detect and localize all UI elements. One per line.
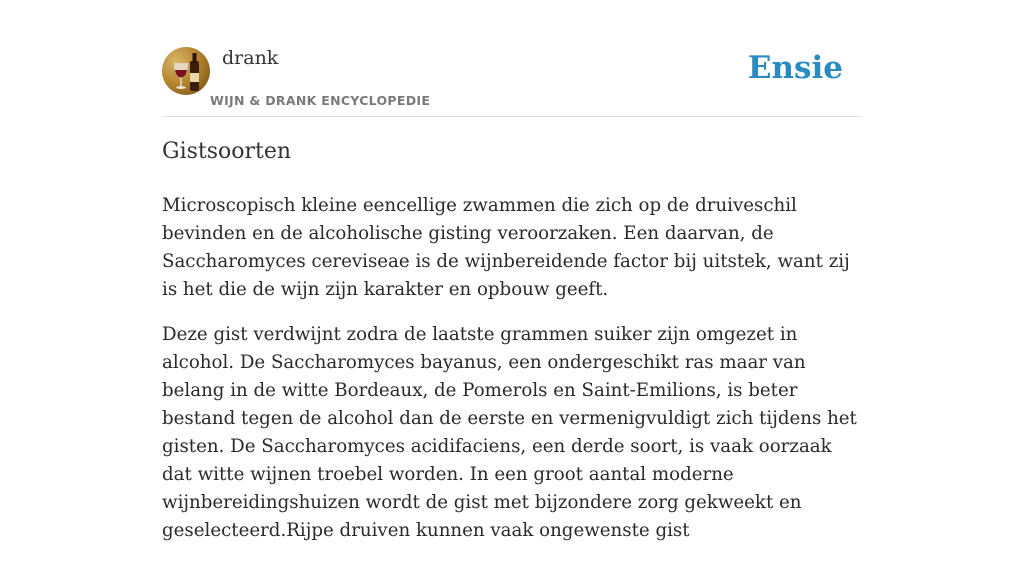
article-heading: Gistsoorten bbox=[162, 139, 292, 164]
site-title[interactable]: drank bbox=[222, 47, 279, 69]
article-body bbox=[162, 192, 866, 562]
article-paragraph: Microscopisch kleine eencellige zwammen die zich op de druiveschil bevinden en de alcoholische gisting veroorzaken. Een daarvan, de Saccharomyces cereviseae is de wijnbereidende factor bij uitstek, want zij is het die de wijn zijn karakter en opbouw geeft. bbox=[162, 195, 850, 300]
header bbox=[162, 46, 862, 117]
brand-logo[interactable]: Ensie bbox=[747, 50, 843, 86]
wine-glass-and-bottle-icon[interactable] bbox=[162, 47, 210, 95]
article-paragraph: Deze gist verdwijnt zodra de laatste grammen suiker zijn omgezet in alcohol. De Saccharomyces bayanus, een ondergeschikt ras maar van belang in de witte Bordeaux, de Pomerols en Saint-Emilions, is beter bestand tegen de alcohol dan de eerste en vermenigvuldigt zich tijdens het gisten. De Saccharomyces acidifaciens, een derde soort, is vaak oorzaak dat witte wijnen troebel worden. In een groot aantal moderne wijnbereidingshuizen wordt de gist met bijzondere zorg gekweekt en geselecteerd.Rijpe druiven kunnen vaak ongewenste gist bbox=[162, 324, 857, 541]
site-subtitle: WIJN & DRANK ENCYCLOPEDIE bbox=[210, 93, 431, 108]
